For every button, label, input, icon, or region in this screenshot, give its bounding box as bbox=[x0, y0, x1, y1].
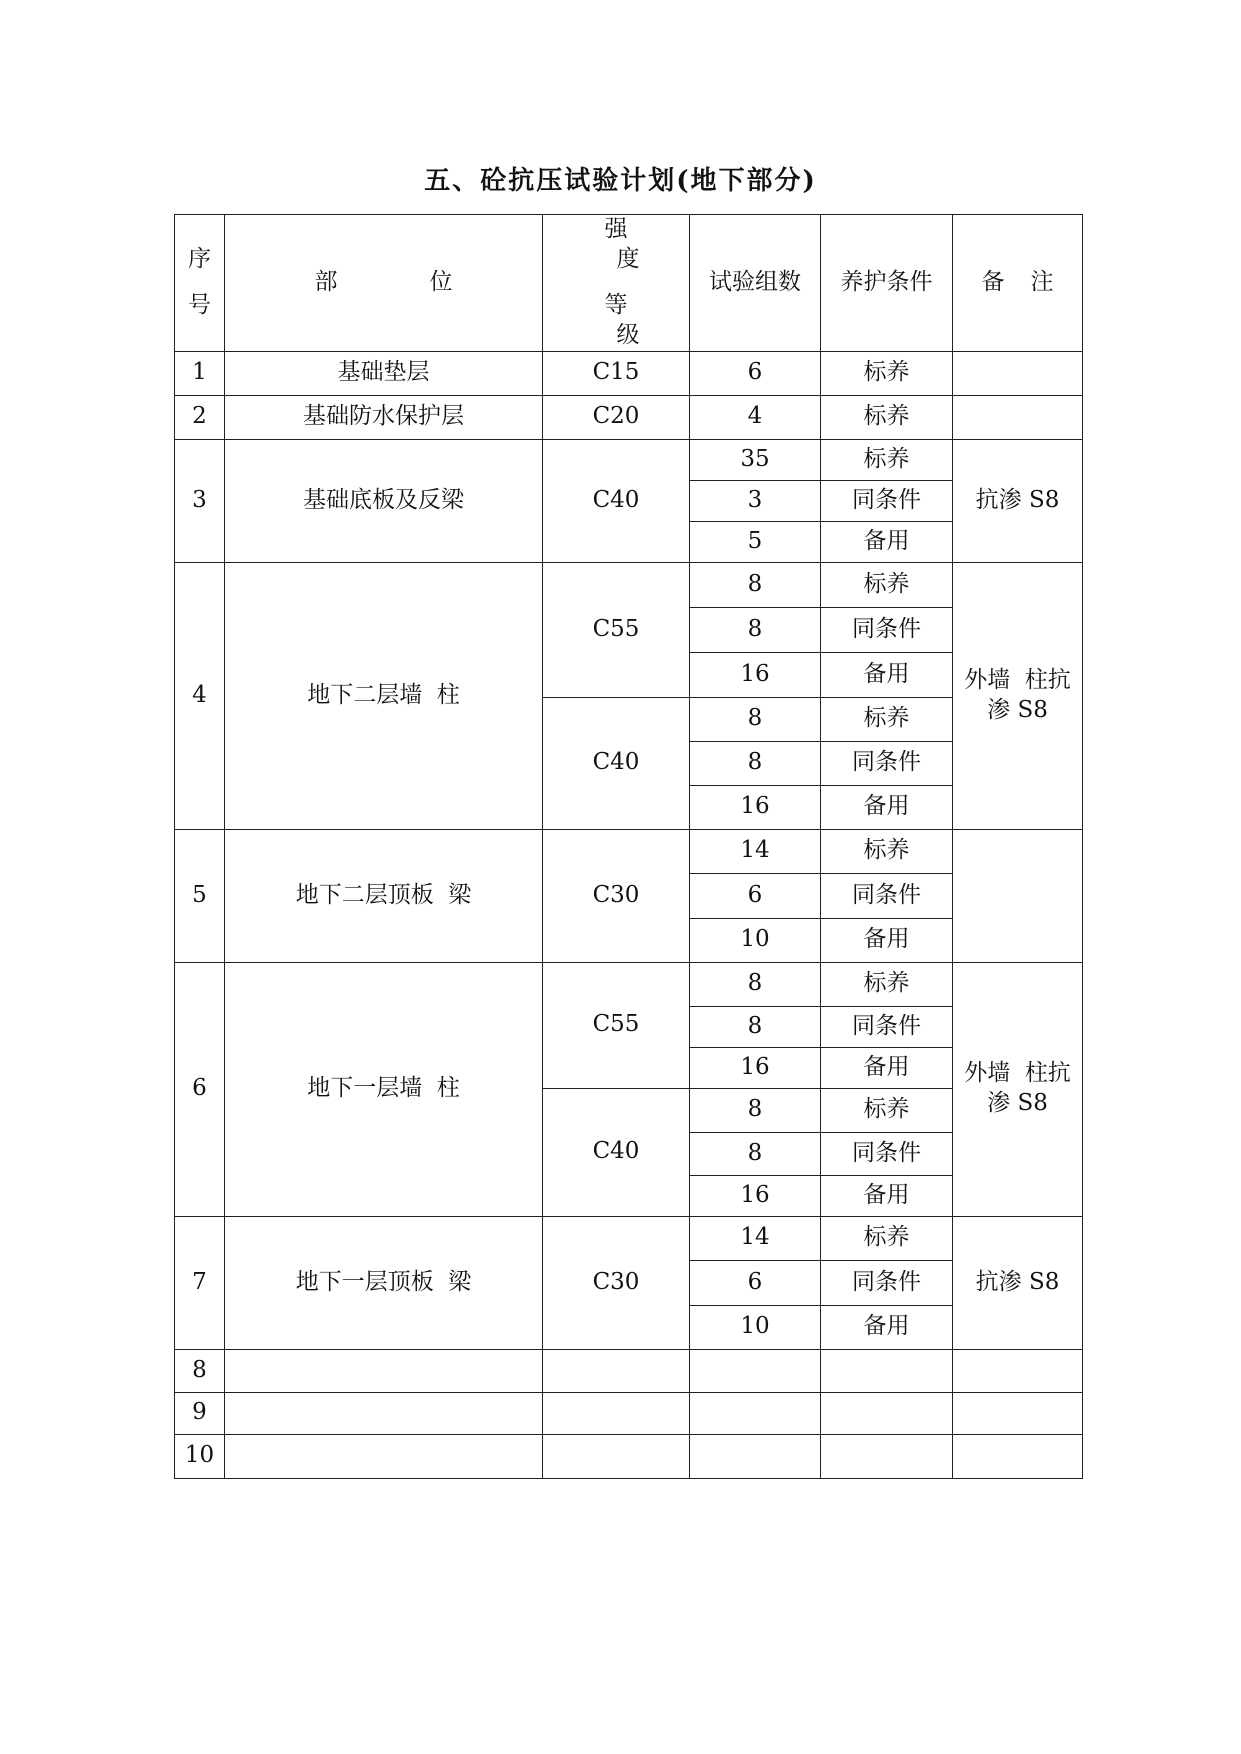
header-remark-char-1: 备 bbox=[981, 268, 1005, 295]
cell-curing bbox=[821, 1392, 953, 1434]
cell-seq: 3 bbox=[175, 439, 225, 562]
header-groups: 试验组数 bbox=[690, 215, 821, 352]
cell-test-count: 10 bbox=[690, 918, 821, 962]
test-plan-table bbox=[174, 214, 1083, 1479]
cell-test-count: 6 bbox=[690, 1260, 821, 1305]
table-row bbox=[175, 1434, 1083, 1478]
header-grade-char-1: 强 bbox=[604, 216, 628, 242]
header-grade-line-2 bbox=[593, 291, 640, 351]
cell-remark: 外墙 柱抗渗 S8 bbox=[953, 962, 1083, 1216]
cell-location: 基础防水保护层 bbox=[225, 395, 543, 439]
cell-test-count: 16 bbox=[690, 785, 821, 829]
table-row bbox=[175, 1349, 1083, 1392]
cell-curing: 同条件 bbox=[821, 607, 953, 652]
cell-test-count: 8 bbox=[690, 562, 821, 607]
cell-test-count: 16 bbox=[690, 1175, 821, 1216]
table-row bbox=[175, 1216, 1083, 1260]
cell-test-count: 8 bbox=[690, 607, 821, 652]
cell-test-count: 8 bbox=[690, 741, 821, 785]
cell-remark: 抗渗 S8 bbox=[953, 439, 1083, 562]
cell-grade bbox=[543, 1392, 690, 1434]
table-row bbox=[175, 962, 1083, 1006]
header-grade-char-4: 级 bbox=[616, 321, 640, 348]
cell-curing: 备用 bbox=[821, 521, 953, 562]
cell-curing: 同条件 bbox=[821, 1006, 953, 1047]
cell-test-count: 14 bbox=[690, 1216, 821, 1260]
table-body bbox=[175, 215, 1083, 1479]
cell-test-count: 10 bbox=[690, 1305, 821, 1349]
cell-location bbox=[225, 1349, 543, 1392]
cell-curing: 标养 bbox=[821, 697, 953, 741]
cell-test-count: 4 bbox=[690, 395, 821, 439]
cell-seq: 10 bbox=[175, 1434, 225, 1478]
cell-test-count: 35 bbox=[690, 439, 821, 480]
cell-curing: 标养 bbox=[821, 962, 953, 1006]
cell-grade: C55 bbox=[543, 562, 690, 697]
cell-curing: 标养 bbox=[821, 829, 953, 873]
cell-test-count bbox=[690, 1349, 821, 1392]
cell-curing: 同条件 bbox=[821, 741, 953, 785]
header-curing: 养护条件 bbox=[821, 215, 953, 352]
cell-location: 地下二层顶板 梁 bbox=[225, 829, 543, 962]
cell-grade: C30 bbox=[543, 829, 690, 962]
cell-grade: C55 bbox=[543, 962, 690, 1088]
cell-test-count bbox=[690, 1392, 821, 1434]
cell-curing: 备用 bbox=[821, 1175, 953, 1216]
cell-seq: 8 bbox=[175, 1349, 225, 1392]
cell-grade: C40 bbox=[543, 439, 690, 562]
header-seq-line-1: 序 bbox=[188, 245, 211, 272]
cell-grade bbox=[543, 1434, 690, 1478]
cell-location bbox=[225, 1434, 543, 1478]
table-row bbox=[175, 562, 1083, 607]
header-seq-line-2: 号 bbox=[188, 291, 211, 318]
table-row bbox=[175, 1392, 1083, 1434]
cell-remark bbox=[953, 1392, 1083, 1434]
table-row bbox=[175, 829, 1083, 873]
cell-test-count: 16 bbox=[690, 1047, 821, 1088]
cell-curing: 标养 bbox=[821, 1216, 953, 1260]
header-grade bbox=[543, 215, 690, 352]
cell-curing: 标养 bbox=[821, 439, 953, 480]
cell-location: 基础垫层 bbox=[225, 351, 543, 395]
cell-grade bbox=[543, 1349, 690, 1392]
cell-seq: 4 bbox=[175, 562, 225, 829]
cell-remark bbox=[953, 829, 1083, 962]
cell-curing: 同条件 bbox=[821, 873, 953, 918]
header-remark bbox=[953, 215, 1083, 352]
table-row bbox=[175, 439, 1083, 480]
header-grade-char-3: 等 bbox=[604, 291, 628, 318]
cell-seq: 1 bbox=[175, 351, 225, 395]
header-grade-line-1 bbox=[593, 215, 640, 275]
cell-location: 地下一层顶板 梁 bbox=[225, 1216, 543, 1349]
cell-seq: 5 bbox=[175, 829, 225, 962]
cell-location: 地下一层墙 柱 bbox=[225, 962, 543, 1216]
cell-curing: 标养 bbox=[821, 351, 953, 395]
cell-test-count: 8 bbox=[690, 1132, 821, 1175]
cell-curing: 备用 bbox=[821, 785, 953, 829]
cell-grade: C15 bbox=[543, 351, 690, 395]
cell-test-count: 16 bbox=[690, 652, 821, 697]
table-row bbox=[175, 351, 1083, 395]
cell-seq: 6 bbox=[175, 962, 225, 1216]
cell-curing: 备用 bbox=[821, 918, 953, 962]
cell-curing: 备用 bbox=[821, 1305, 953, 1349]
cell-remark bbox=[953, 351, 1083, 395]
header-location bbox=[225, 215, 543, 352]
cell-location: 基础底板及反梁 bbox=[225, 439, 543, 562]
header-grade-char-2: 度 bbox=[616, 245, 640, 272]
header-seq bbox=[175, 215, 225, 352]
cell-grade: C40 bbox=[543, 1088, 690, 1216]
cell-test-count: 5 bbox=[690, 521, 821, 562]
cell-test-count: 8 bbox=[690, 1088, 821, 1132]
cell-curing: 标养 bbox=[821, 562, 953, 607]
cell-curing bbox=[821, 1434, 953, 1478]
cell-grade: C30 bbox=[543, 1216, 690, 1349]
cell-remark: 外墙 柱抗渗 S8 bbox=[953, 562, 1083, 829]
cell-remark bbox=[953, 1349, 1083, 1392]
cell-curing: 标养 bbox=[821, 395, 953, 439]
header-row bbox=[175, 215, 1083, 352]
cell-curing: 同条件 bbox=[821, 480, 953, 521]
cell-seq: 7 bbox=[175, 1216, 225, 1349]
cell-test-count: 6 bbox=[690, 351, 821, 395]
header-location-char-2: 位 bbox=[429, 268, 453, 295]
cell-curing bbox=[821, 1349, 953, 1392]
cell-test-count: 8 bbox=[690, 697, 821, 741]
cell-curing: 备用 bbox=[821, 1047, 953, 1088]
cell-grade: C40 bbox=[543, 697, 690, 829]
table-row bbox=[175, 395, 1083, 439]
cell-test-count: 3 bbox=[690, 480, 821, 521]
cell-location: 地下二层墙 柱 bbox=[225, 562, 543, 829]
cell-test-count: 14 bbox=[690, 829, 821, 873]
header-location-char-1: 部 bbox=[314, 268, 338, 295]
cell-curing: 同条件 bbox=[821, 1260, 953, 1305]
page-title: 五、砼抗压试验计划(地下部分) bbox=[424, 166, 817, 196]
cell-seq: 9 bbox=[175, 1392, 225, 1434]
cell-test-count: 8 bbox=[690, 1006, 821, 1047]
cell-remark bbox=[953, 1434, 1083, 1478]
cell-seq: 2 bbox=[175, 395, 225, 439]
cell-test-count: 6 bbox=[690, 873, 821, 918]
cell-remark: 抗渗 S8 bbox=[953, 1216, 1083, 1349]
cell-curing: 标养 bbox=[821, 1088, 953, 1132]
cell-remark bbox=[953, 395, 1083, 439]
cell-curing: 备用 bbox=[821, 652, 953, 697]
header-remark-char-2: 注 bbox=[1030, 268, 1054, 295]
cell-curing: 同条件 bbox=[821, 1132, 953, 1175]
cell-test-count: 8 bbox=[690, 962, 821, 1006]
cell-location bbox=[225, 1392, 543, 1434]
cell-grade: C20 bbox=[543, 395, 690, 439]
cell-test-count bbox=[690, 1434, 821, 1478]
